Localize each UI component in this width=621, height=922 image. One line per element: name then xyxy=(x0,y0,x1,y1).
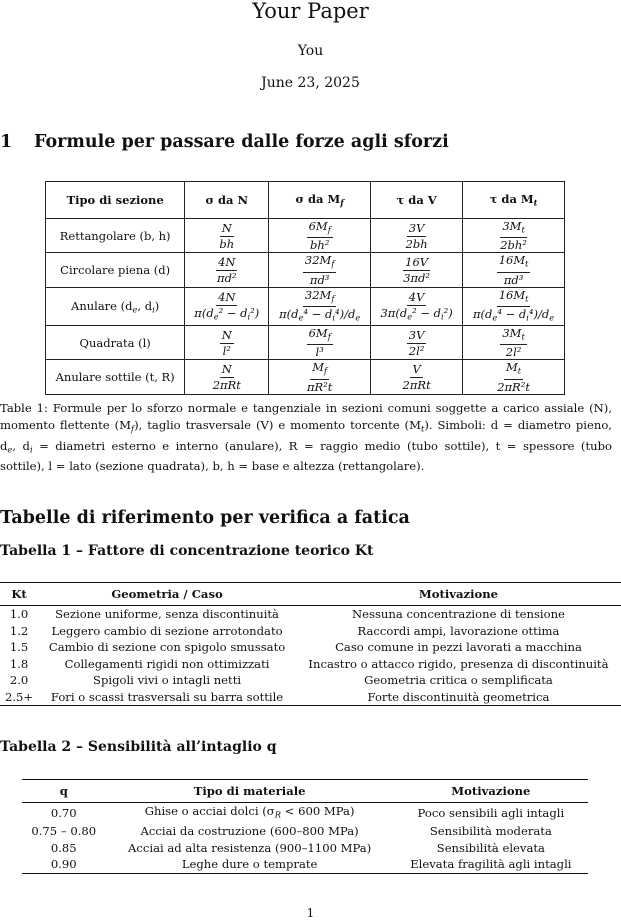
table-cell: Fori o scassi trasversali su barra sottile xyxy=(50,689,284,704)
page-number: 1 xyxy=(306,906,315,920)
formula-cell xyxy=(371,219,463,253)
formula-header: σ da N xyxy=(185,182,269,219)
formula-header: τ da V xyxy=(371,182,463,219)
kt-table-row xyxy=(0,623,621,640)
fraction-denominator: l³ xyxy=(315,345,324,360)
fraction xyxy=(307,327,333,359)
formula-table-row xyxy=(46,325,565,359)
table-cell: 1.5 xyxy=(9,640,29,654)
kt-table-row xyxy=(0,672,621,689)
fraction-numerator: N xyxy=(221,327,232,342)
fraction xyxy=(401,256,432,285)
fraction-denominator: 3πd² xyxy=(403,271,431,286)
fraction-denominator: 2πRt xyxy=(402,378,431,393)
section-type-label: Circolare piena (d) xyxy=(46,253,185,287)
formula-cell xyxy=(269,253,371,287)
paper-date: June 23, 2025 xyxy=(261,75,360,91)
table-cell: 0.75 – 0.80 xyxy=(31,824,97,838)
fraction xyxy=(220,329,234,358)
kt-table-row xyxy=(0,639,621,656)
kt-table-heading: Tabella 1 – Fattore di concentrazione teorico Kt xyxy=(0,543,374,559)
fraction-denominator: 2πRt xyxy=(212,378,241,393)
q-table-row xyxy=(22,803,588,824)
formula-cell xyxy=(463,325,565,359)
table-cell: Incastro o attacco rigido, presenza di discontinuità xyxy=(308,656,609,671)
section-type-label: Quadrata (l) xyxy=(46,325,185,359)
section-title: Formule per passare dalle forze agli sforzi xyxy=(34,132,449,152)
formula-table-row xyxy=(46,253,565,287)
fraction-denominator: l² xyxy=(222,343,231,358)
table-cell: Caso comune in pezzi lavorati a macchina xyxy=(335,640,582,654)
formula-header: σ da $M_f$ xyxy=(269,182,371,219)
formula-cell xyxy=(185,287,269,325)
formula-cell xyxy=(269,325,371,359)
fraction xyxy=(471,289,556,325)
table-cell: Sensibilità elevata xyxy=(436,840,545,855)
fraction-denominator: $\pi(d_e^4 - d_i^4)/d_e$ xyxy=(279,307,361,323)
section-type-label: Anulare sottile (t, R) xyxy=(46,360,185,394)
q-table-row xyxy=(22,823,588,840)
fraction-denominator: $\pi(d_e^2 - d_i^2)$ xyxy=(194,305,260,322)
formula-cell xyxy=(269,219,371,253)
fraction-numerator: $M_f$ xyxy=(310,361,329,379)
formula-cell xyxy=(463,360,565,394)
table-cell: Ghise o acciai dolci ($\sigma_R < 600$ MPa) xyxy=(144,804,355,820)
fraction xyxy=(401,363,433,392)
table-cell: 2.5+ xyxy=(4,689,34,704)
fraction-numerator: 4N xyxy=(218,255,236,270)
fraction-denominator: πd³ xyxy=(309,272,330,287)
fraction-denominator: $3\pi(d_e^2 - d_i^2)$ xyxy=(380,305,453,322)
table-cell: 2.0 xyxy=(9,673,29,687)
table-cell: Nessuna concentrazione di tensione xyxy=(352,607,565,621)
table-cell: 1.0 xyxy=(9,607,29,621)
section-1-heading xyxy=(0,130,449,154)
fraction-numerator: 4V xyxy=(408,289,425,304)
table-cell: Geometria critica o semplificata xyxy=(364,673,553,687)
section-number: 1 xyxy=(0,132,13,152)
fraction xyxy=(211,363,243,392)
fraction-denominator: $\pi(d_e^4 - d_i^4)/d_e$ xyxy=(473,307,555,323)
fraction-numerator: N xyxy=(221,362,232,377)
table-caption: Table 1: Formule per lo sforzo normale e tangenziale in sezioni comuni soggette a carico assiale (N), momento flettente $(M_f)$, taglio trasversale (V) e momento torcente $(M_t)$. Simboli: d = diametro pieno, $d_e$, $d_i$ = diametri esterno e interno (anulare), R = raggio medio (tubo sottile), t = spessore (tubo sottile), l = lato (sezione quadrata), b, h = base e altezza (rettangolare). xyxy=(0,401,612,473)
fraction xyxy=(497,254,531,286)
table-cell: Acciai da costruzione (600–800 MPa) xyxy=(140,824,359,838)
paper-title: Your Paper xyxy=(252,0,369,23)
fraction xyxy=(303,254,336,286)
fraction xyxy=(192,291,261,323)
section-type-label: Rettangolare (b, h) xyxy=(46,219,185,253)
fraction xyxy=(217,222,236,251)
fraction xyxy=(407,329,427,358)
fraction-numerator: N xyxy=(221,220,232,235)
table-cell: Spigoli vivi o intagli netti xyxy=(93,673,242,687)
fraction-numerator: 4N xyxy=(218,289,236,304)
table-cell: Acciai ad alta resistenza (900–1100 MPa) xyxy=(128,840,372,855)
fraction-denominator: bh xyxy=(219,236,235,251)
table-cell: Forte discontinuità geometrica xyxy=(367,689,550,704)
q-header: Tipo di materiale xyxy=(193,784,306,798)
fraction xyxy=(307,220,333,252)
formula-cell xyxy=(185,360,269,394)
table-cell: 0.70 xyxy=(50,805,77,820)
q-table-row xyxy=(22,840,588,857)
fraction-numerator: $3M_t$ xyxy=(500,327,526,345)
table-cell: Elevata fragilità agli intagli xyxy=(410,857,572,871)
table-cell: Sensibilità moderata xyxy=(429,824,552,838)
fraction xyxy=(498,220,529,252)
kt-table-row xyxy=(0,689,621,706)
kt-table-row xyxy=(0,656,621,673)
fraction-numerator: $3M_t$ xyxy=(500,220,526,238)
fraction-numerator: 3V xyxy=(408,327,425,342)
table-cell: Sezione uniforme, senza discontinuità xyxy=(55,607,279,621)
table-cell: Poco sensibili agli intagli xyxy=(417,805,565,820)
fraction-numerator: $M_t$ xyxy=(504,361,523,379)
fraction xyxy=(378,291,454,323)
formula-cell xyxy=(269,287,371,325)
fraction-numerator: 3V xyxy=(408,220,425,235)
formula-table-header-row xyxy=(46,182,565,219)
kt-header: Motivazione xyxy=(418,587,499,601)
section-type-label: Anulare ($d_e$, $d_i$) xyxy=(46,287,185,325)
table-cell: 1.8 xyxy=(9,656,29,671)
formula-cell xyxy=(463,219,565,253)
fraction-numerator: 16V xyxy=(405,255,429,270)
fraction-denominator: 2l² xyxy=(505,345,522,360)
formula-cell xyxy=(371,325,463,359)
fraction-denominator: 2bh² xyxy=(500,238,527,253)
section-2-heading: Tabelle di riferimento per verifica a fatica xyxy=(0,508,410,528)
table-cell: Collegamenti rigidi non ottimizzati xyxy=(64,656,270,671)
formula-table-row xyxy=(46,219,565,253)
table-cell: Cambio di sezione con spigolo smussato xyxy=(48,640,286,654)
table-cell: Leghe dure o temprate xyxy=(181,857,318,871)
formula-cell xyxy=(185,253,269,287)
fraction-numerator: $16M_t$ xyxy=(497,254,531,272)
fraction-denominator: πd² xyxy=(217,271,237,286)
formula-cell xyxy=(371,253,463,287)
fraction-numerator: V xyxy=(412,362,421,377)
fraction-numerator: $32M_f$ xyxy=(303,289,336,307)
fraction-numerator: $16M_t$ xyxy=(497,289,531,307)
fraction-denominator: πR²t xyxy=(306,379,333,394)
table-cell: Raccordi ampi, lavorazione ottima xyxy=(357,623,560,638)
formula-cell xyxy=(269,360,371,394)
fraction-numerator: $6M_f$ xyxy=(307,220,333,238)
q-table-heading: Tabella 2 – Sensibilità all’intaglio q xyxy=(0,739,277,755)
paper-author: You xyxy=(297,43,324,59)
kt-table-row xyxy=(0,606,621,623)
q-table-row xyxy=(22,856,588,873)
fraction-numerator: $32M_f$ xyxy=(303,254,336,272)
fraction xyxy=(305,361,334,393)
formula-table-row xyxy=(46,360,565,394)
table-cell: Leggero cambio di sezione arrotondato xyxy=(51,623,283,638)
formula-cell xyxy=(185,219,269,253)
fraction xyxy=(500,327,526,359)
q-table-header-row xyxy=(22,780,588,803)
kt-header: Geometria / Caso xyxy=(111,587,223,601)
fraction-denominator: 2bh xyxy=(405,236,428,251)
formula-table xyxy=(45,181,565,395)
formula-cell xyxy=(463,253,565,287)
fraction xyxy=(277,289,362,325)
fraction-numerator: $6M_f$ xyxy=(307,327,333,345)
q-header: q xyxy=(59,784,68,798)
formula-cell xyxy=(185,325,269,359)
kt-table-header-row xyxy=(0,583,621,606)
q-header: Motivazione xyxy=(451,784,531,798)
formula-table-row xyxy=(46,287,565,325)
q-table xyxy=(22,779,588,874)
fraction-denominator: 2l² xyxy=(408,343,425,358)
kt-header: Kt xyxy=(11,587,27,601)
fraction-denominator: 2πR²t xyxy=(497,379,530,394)
fraction xyxy=(495,361,532,393)
fraction xyxy=(404,222,430,251)
formula-header: Tipo di sezione xyxy=(46,182,185,219)
table-cell: 1.2 xyxy=(9,623,29,638)
fraction xyxy=(215,256,239,285)
formula-cell xyxy=(371,287,463,325)
fraction-denominator: bh² xyxy=(309,238,330,253)
table-cell: 0.90 xyxy=(50,857,77,871)
fraction-denominator: πd³ xyxy=(503,272,524,287)
table-cell: 0.85 xyxy=(50,840,77,855)
formula-cell xyxy=(371,360,463,394)
formula-cell xyxy=(463,287,565,325)
kt-table xyxy=(0,582,621,706)
formula-header: τ da $M_t$ xyxy=(463,182,565,219)
